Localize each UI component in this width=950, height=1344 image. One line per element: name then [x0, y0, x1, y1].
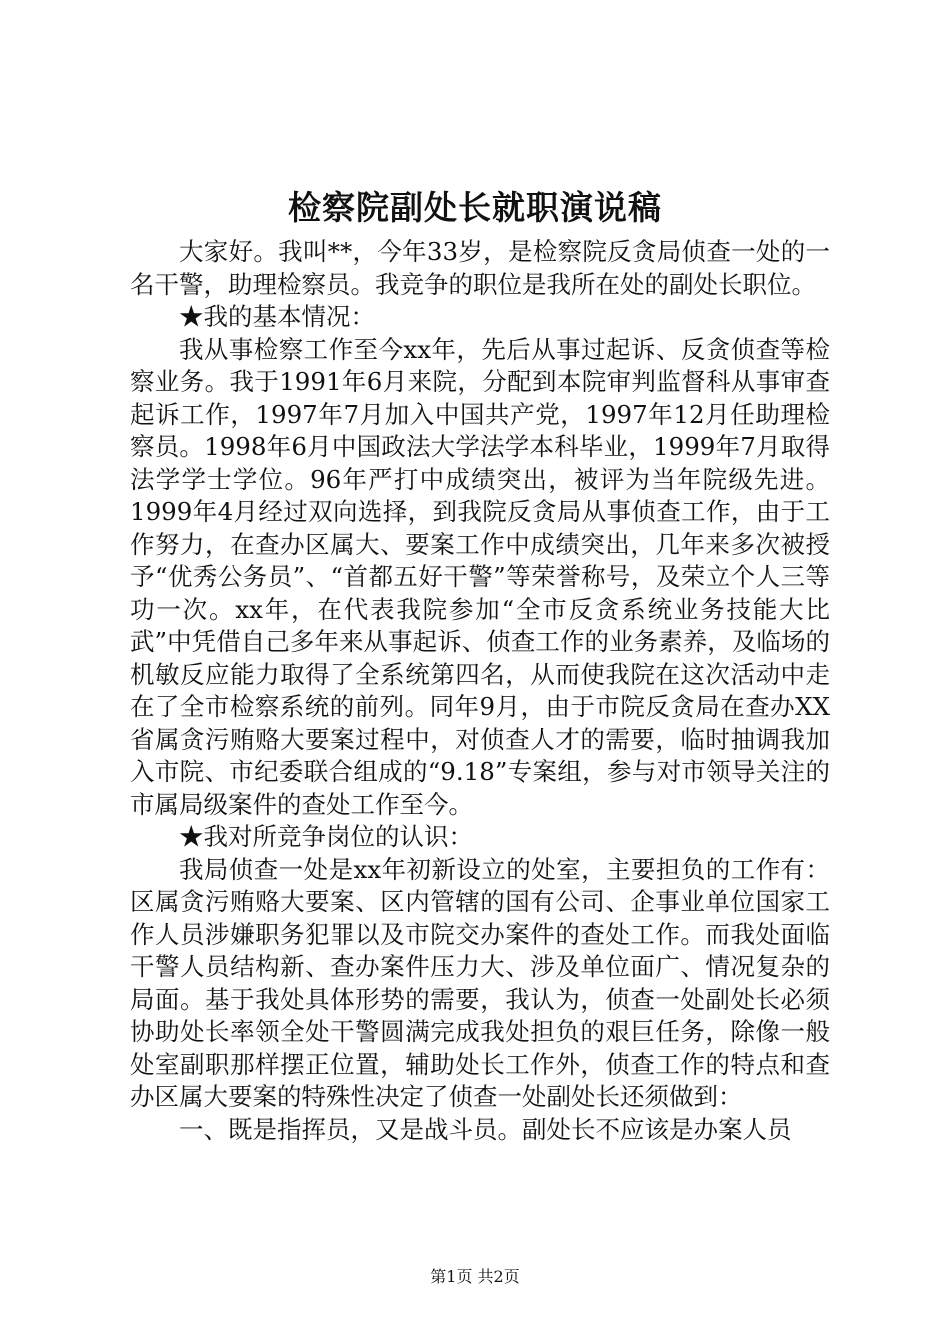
document-title: 检察院副处长就职演说稿: [288, 188, 662, 227]
page-footer: 第1页 共2页: [430, 1267, 520, 1286]
document-body: [130, 236, 830, 1146]
paragraph-position: 我局侦查一处是xx年初新设立的处室，主要担负的工作有：区属贪污贿赂大要案、区内管辖的国有公司、企事业单位国家工作人员涉嫌职务犯罪以及市院交办案件的查处工作。而我处面临干警人员结构新、查办案件压力大、涉及单位面广、情况复杂的局面。基于我处具体形势的需要，我认为，侦查一处副处长必须协助处长率领全处干警圆满完成我处担负的艰巨任务，除像一般处室副职那样摆正位置，辅助处长工作外，侦查工作的特点和查办区属大要案的特殊性决定了侦查一处副处长还须做到：: [130, 854, 830, 1111]
paragraph-basic-info: 我从事检察工作至今xx年，先后从事过起诉、反贪侦查等检察业务。我于1991年6月来院，分配到本院审判监督科从事审查起诉工作，1997年7月加入中国共产党，1997年12月任助理检察员。1998年6月中国政法大学法学本科毕业，1999年7月取得法学学士学位。96年严打中成绩突出，被评为当年院级先进。1999年4月经过双向选择，到我院反贪局从事侦查工作，由于工作努力，在查办区属大、要案工作中成绩突出，几年来多次被授予“优秀公务员”、“首都五好干警”等荣誉称号，及荣立个人三等功一次。xx年，在代表我院参加“全市反贪系统业务技能大比武”中凭借自己多年来从事起诉、侦查工作的业务素养，及临场的机敏反应能力取得了全系统第四名，从而使我院在这次活动中走在了全市检察系统的前列。同年9月，由于市院反贪局在查办XX省属贪污贿赂大要案过程中，对侦查人才的需要，临时抽调我加入市院、市纪委联合组成的“9.18”专案组，参与对市领导关注的市属局级案件的查处工作至今。: [130, 334, 830, 819]
section-heading-position: ★我对所竞争岗位的认识：: [179, 822, 473, 851]
paragraph-point-one: 一、既是指挥员，又是战斗员。副处长不应该是办案人员: [179, 1114, 792, 1144]
section-heading-basic-info: ★我的基本情况：: [179, 302, 375, 331]
paragraph-intro: 大家好。我叫**，今年33岁，是检察院反贪局侦查一处的一名干警，助理检察员。我竞争的职位是我所在处的副处长职位。: [130, 237, 830, 299]
